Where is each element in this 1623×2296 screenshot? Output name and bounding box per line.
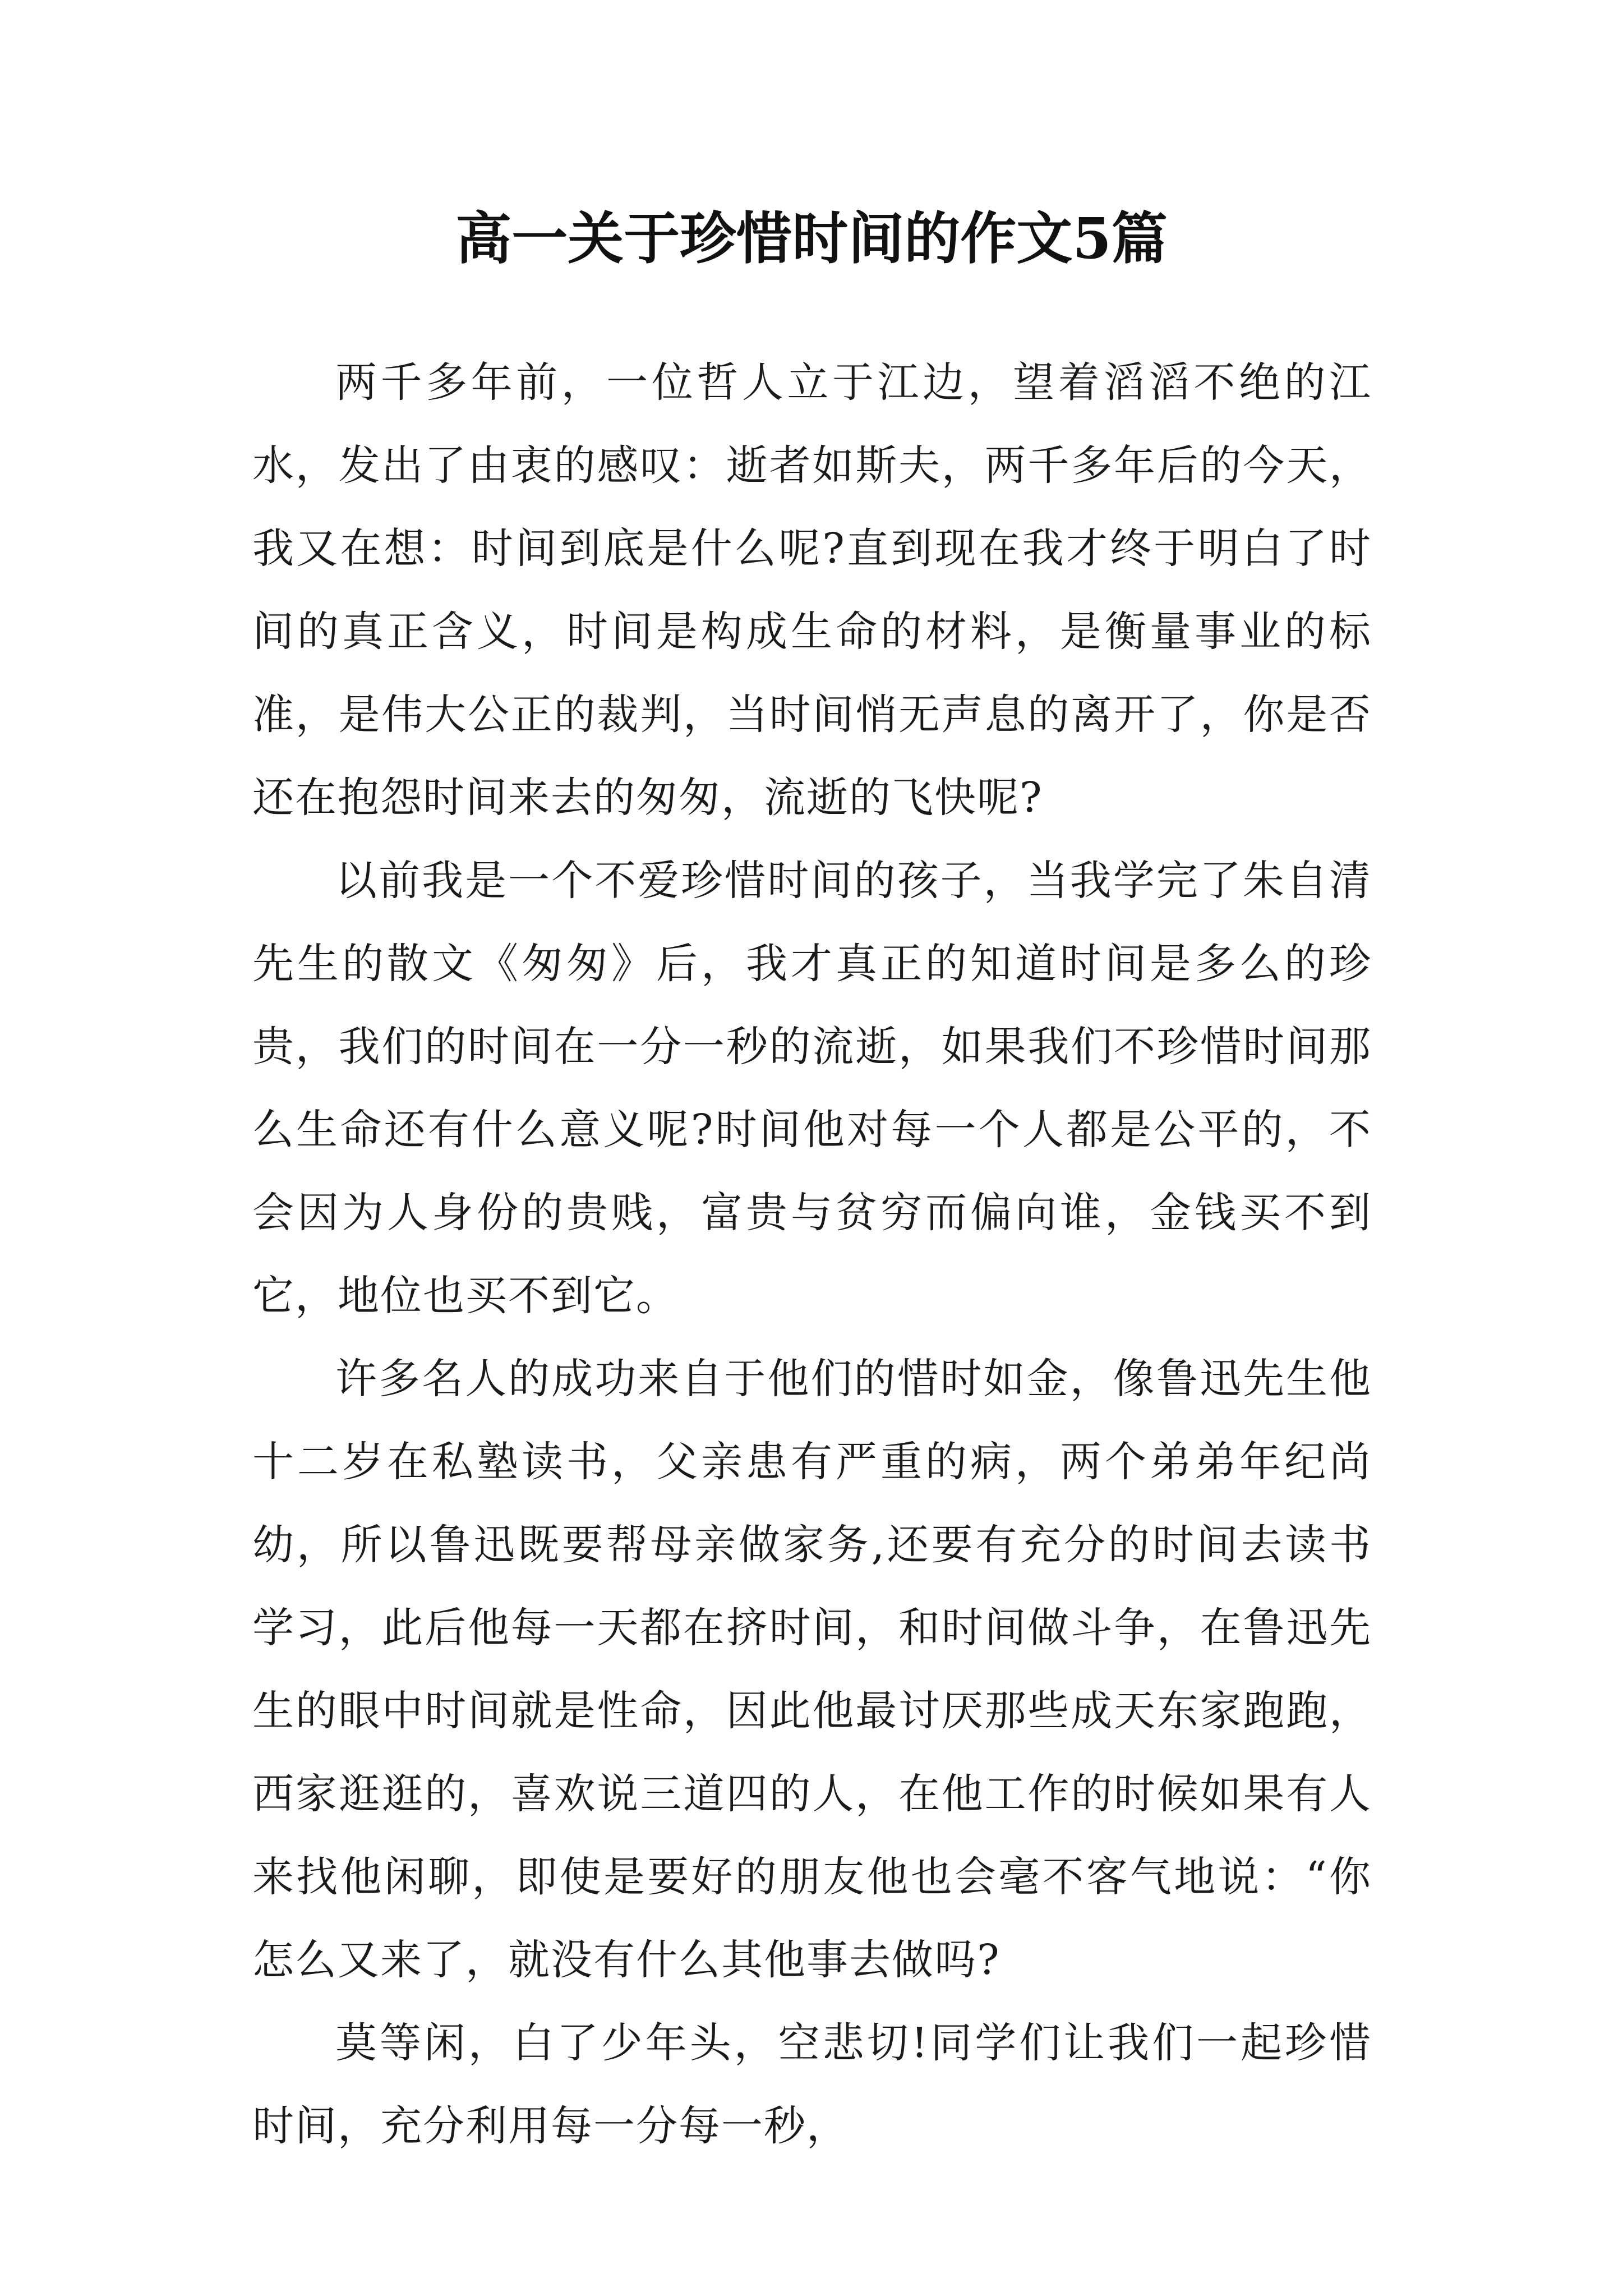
paragraph-2: 以前我是一个不爱珍惜时间的孩子，当我学完了朱自清先生的散文《匆匆》后，我才真正的知道时间是多么的珍贵，我们的时间在一分一秒的流逝，如果我们不珍惜时间那么生命还有什么意义呢?时间他对每一个人都是公平的，不会因为人身份的贵贱，富贵与贫穷而偏向谁，金钱买不到它，地位也买不到它。 bbox=[252, 857, 1372, 1320]
paragraph-3: 许多名人的成功来自于他们的惜时如金，像鲁迅先生他十二岁在私塾读书，父亲患有严重的病，两个弟弟年纪尚幼，所以鲁迅既要帮母亲做家务,还要有充分的时间去读书学习，此后他每一天都在挤时间，和时间做斗争，在鲁迅先生的眼中时间就是性命，因此他最讨厌那些成天东家跑跑，西家逛逛的，喜欢说三道四的人，在他工作的时候如果有人来找他闲聊，即使是要好的朋友他也会毫不客气地说：“你怎么又来了，就没有什么其他事去做吗? bbox=[252, 1355, 1372, 1984]
paragraph-1: 两千多年前，一位哲人立于江边，望着滔滔不绝的江水，发出了由衷的感叹：逝者如斯夫，两千多年后的今天，我又在想：时间到底是什么呢?直到现在我才终于明白了时间的真正含义，时间是构成生命的材料，是衡量事业的标准，是伟大公正的裁判，当时间悄无声息的离开了，你是否还在抱怨时间来去的匆匆，流逝的飞快呢? bbox=[252, 358, 1372, 822]
document-title: 高一关于珍惜时间的作文5篇 bbox=[455, 205, 1168, 272]
paragraph-4: 莫等闲，白了少年头，空悲切!同学们让我们一起珍惜时间，充分利用每一分每一秒， bbox=[252, 2019, 1372, 2150]
document-body bbox=[252, 341, 1372, 2168]
